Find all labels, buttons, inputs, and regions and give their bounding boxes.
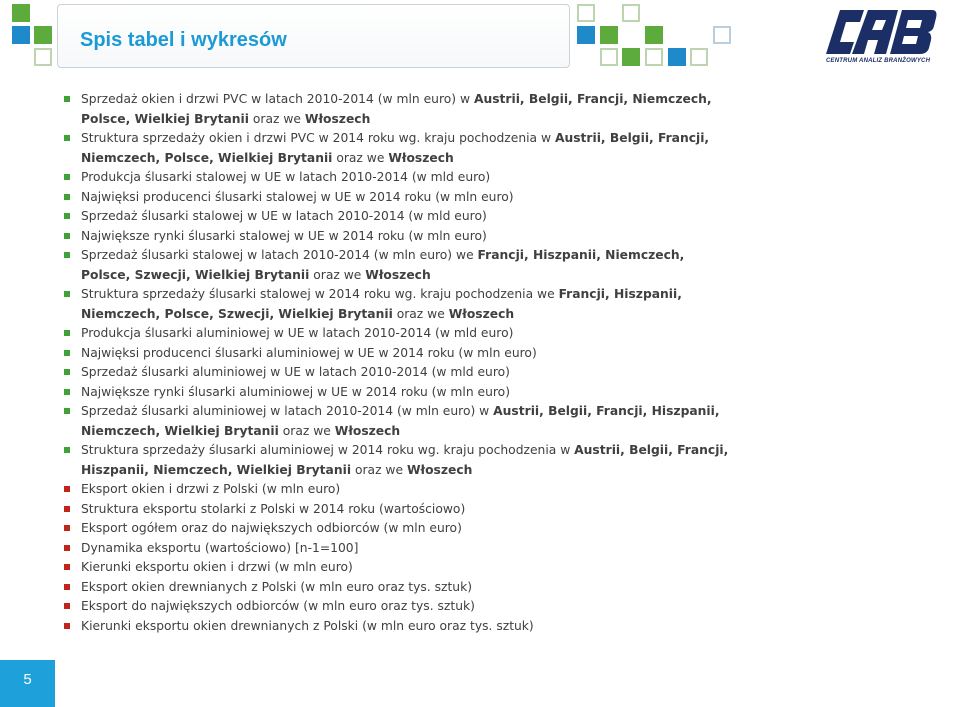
list-item-text: oraz we [248,111,305,126]
list-item-bold-text: Polsce, Szwecji, Wielkiej Brytanii [81,267,310,282]
list-item [64,285,764,324]
bullet-icon [64,564,70,570]
list-item-bold-text: Włoszech [334,423,401,438]
decor-square [12,4,30,22]
bullet-icon [64,486,70,492]
list-item-bold-text: Włoszech [406,462,473,477]
bullet-icon [64,213,70,219]
decor-square [622,4,640,22]
list-item [64,344,764,364]
list-item [64,539,764,559]
bullet-icon [64,603,70,609]
list-item-text: Struktura eksportu stolarki z Polski w 2014 roku (wartościowo) [81,501,466,516]
list-item-bold-text: Niemczech, Polsce, Szwecji, Wielkiej Brytanii [81,306,393,321]
bullet-icon [64,369,70,375]
list-item-text: Eksport okien i drzwi z Polski (w mln euro) [81,482,341,496]
list-item [64,402,764,441]
list-item-line [81,383,764,403]
list-item-text: Eksport okien drewnianych z Polski (w mln euro oraz tys. sztuk) [81,579,473,594]
list-item [64,129,764,168]
decor-square [668,48,686,66]
list-item-line [81,227,764,247]
list-item-text: Sprzedaż ślusarki stalowej w UE w latach 2010-2014 (w mld euro) [81,209,487,223]
list-item-bold-text: Austrii, Belgii, Francji, Niemczech, [473,92,712,106]
list-item-bold-text: Polsce, Wielkiej Brytanii [81,111,249,126]
list-item [64,617,764,637]
list-item-text: Eksport do największych odbiorców (w mln euro oraz tys. sztuk) [81,599,475,613]
list-item-text: Sprzedaż ślusarki aluminiowej w latach 2010-2014 (w mln euro) w [81,404,494,418]
list-item-line [81,324,764,344]
list-item-text: oraz we [278,423,335,438]
bullet-icon [64,135,70,141]
list-item [64,500,764,520]
list-item-line [81,461,764,481]
list-item-bold-text: Włoszech [365,267,431,282]
bullet-icon [64,506,70,512]
bullet-icon [64,330,70,336]
list-item [64,578,764,598]
list-item [64,168,764,188]
list-item-text: Sprzedaż okien i drzwi PVC w latach 2010-2014 (w mln euro) w [81,92,474,106]
list-item-line [81,168,764,188]
list-item-line [81,285,764,305]
list-item [64,558,764,578]
list-item-text: Kierunki eksportu okien drewnianych z Polski (w mln euro oraz tys. sztuk) [81,618,534,633]
bullet-icon [64,174,70,180]
list-item-line [81,363,764,383]
list-item [64,383,764,403]
list-item [64,207,764,227]
list-item-text: Produkcja ślusarki aluminiowej w UE w latach 2010-2014 (w mld euro) [81,326,514,340]
list-item [64,363,764,383]
bullet-icon [64,408,70,414]
list-item-text: oraz we [332,150,389,165]
list-item-bold-text: Austrii, Belgii, Francji, [574,443,729,457]
bullet-icon [64,194,70,200]
list-item-bold-text: Hiszpanii, Niemczech, Wielkiej Brytanii [81,462,352,477]
list-item-text: Eksport ogółem oraz do największych odbiorców (w mln euro) [81,521,462,535]
list-item-text: Najwięksi producenci ślusarki aluminiowej w UE w 2014 roku (w mln euro) [81,345,537,360]
list-item-text: Kierunki eksportu okien i drzwi (w mln euro) [81,560,353,574]
list-item [64,188,764,208]
decor-square [645,26,663,44]
list-item-line [81,539,764,559]
list-item [64,441,764,480]
bullet-icon [64,252,70,258]
decor-square [645,48,663,66]
list-item [64,90,764,129]
list-item-line [81,149,764,169]
list-item [64,519,764,539]
bullet-icon [64,447,70,453]
decor-square [600,26,618,44]
list-item-bold-text: Austrii, Belgii, Francji, [554,131,710,145]
list-item [64,597,764,617]
list-item-bold-text: Niemczech, Polsce, Wielkiej Brytanii [81,150,333,165]
decor-square [600,48,618,66]
decor-square [577,4,595,22]
list-item-line [81,558,764,578]
list-item-line [81,480,764,500]
bullet-icon [64,291,70,297]
list-item-line [81,617,764,637]
decor-square [713,26,731,44]
list-item-text: oraz we [392,306,449,321]
list-item-line [81,500,764,520]
list-item-bold-text: Francji, Hiszpanii, [558,287,682,301]
bullet-icon [64,233,70,239]
decor-square [577,26,595,44]
list-item [64,324,764,344]
list-item-bold-text: Austrii, Belgii, Francji, Hiszpanii, [493,404,720,418]
list-item [64,246,764,285]
tables-charts-list [64,90,764,636]
list-item-text: Największe rynki ślusarki aluminiowej w UE w 2014 roku (w mln euro) [81,384,510,399]
list-item-bold-text: Niemczech, Wielkiej Brytanii [81,423,279,438]
list-item-text: Najwięksi producenci ślusarki stalowej w UE w 2014 roku (w mln euro) [81,189,514,204]
list-item-text: Największe rynki ślusarki stalowej w UE w 2014 roku (w mln euro) [81,228,487,243]
list-item-text: Struktura sprzedaży ślusarki stalowej w 2014 roku wg. kraju pochodzenia we [81,287,559,301]
list-item [64,480,764,500]
list-item-text: oraz we [351,462,407,477]
list-item-line [81,305,764,325]
list-item-text: Dynamika eksportu (wartościowo) [n-1=100] [81,540,359,555]
logo-caption: CENTRUM ANALIZ BRANŻOWYCH [826,58,931,64]
list-item-text: Sprzedaż ślusarki aluminiowej w UE w latach 2010-2014 (w mld euro) [81,365,510,379]
list-item-line [81,402,764,422]
list-item-line [81,188,764,208]
list-item-line [81,129,764,149]
bullet-icon [64,389,70,395]
bullet-icon [64,96,70,102]
list-item-text: Struktura sprzedaży okien i drzwi PVC w 2014 roku wg. kraju pochodzenia w [81,131,555,145]
list-item-line [81,90,764,110]
list-item-text: Produkcja ślusarki stalowej w UE w latach 2010-2014 (w mld euro) [81,170,491,184]
list-item-line [81,110,764,130]
page-number: 5 [0,660,55,707]
list-item-bold-text: Włoszech [448,306,515,321]
list-item-text: Sprzedaż ślusarki stalowej w latach 2010-2014 (w mln euro) we [81,248,478,262]
list-item [64,227,764,247]
decor-square [622,48,640,66]
page-title: Spis tabel i wykresów [80,29,287,51]
decor-square [690,48,708,66]
list-item-bold-text: Włoszech [388,150,454,165]
list-item-line [81,422,764,442]
list-item-line [81,441,764,461]
bullet-icon [64,584,70,590]
list-item-bold-text: Włoszech [304,111,371,126]
bullet-icon [64,525,70,531]
list-item-line [81,207,764,227]
list-item-text: oraz we [309,267,366,282]
decor-square [12,26,30,44]
bullet-icon [64,623,70,629]
list-item-line [81,266,764,286]
bullet-icon [64,545,70,551]
list-item-bold-text: Francji, Hiszpanii, Niemczech, [477,248,685,262]
list-item-line [81,578,764,598]
decor-square [34,26,52,44]
decor-square [34,48,52,66]
bullet-icon [64,350,70,356]
list-item-line [81,246,764,266]
list-item-line [81,344,764,364]
list-item-text: Struktura sprzedaży ślusarki aluminiowej w 2014 roku wg. kraju pochodzenia w [81,443,575,457]
title-banner [57,4,570,68]
list-item-line [81,519,764,539]
list-item-line [81,597,764,617]
